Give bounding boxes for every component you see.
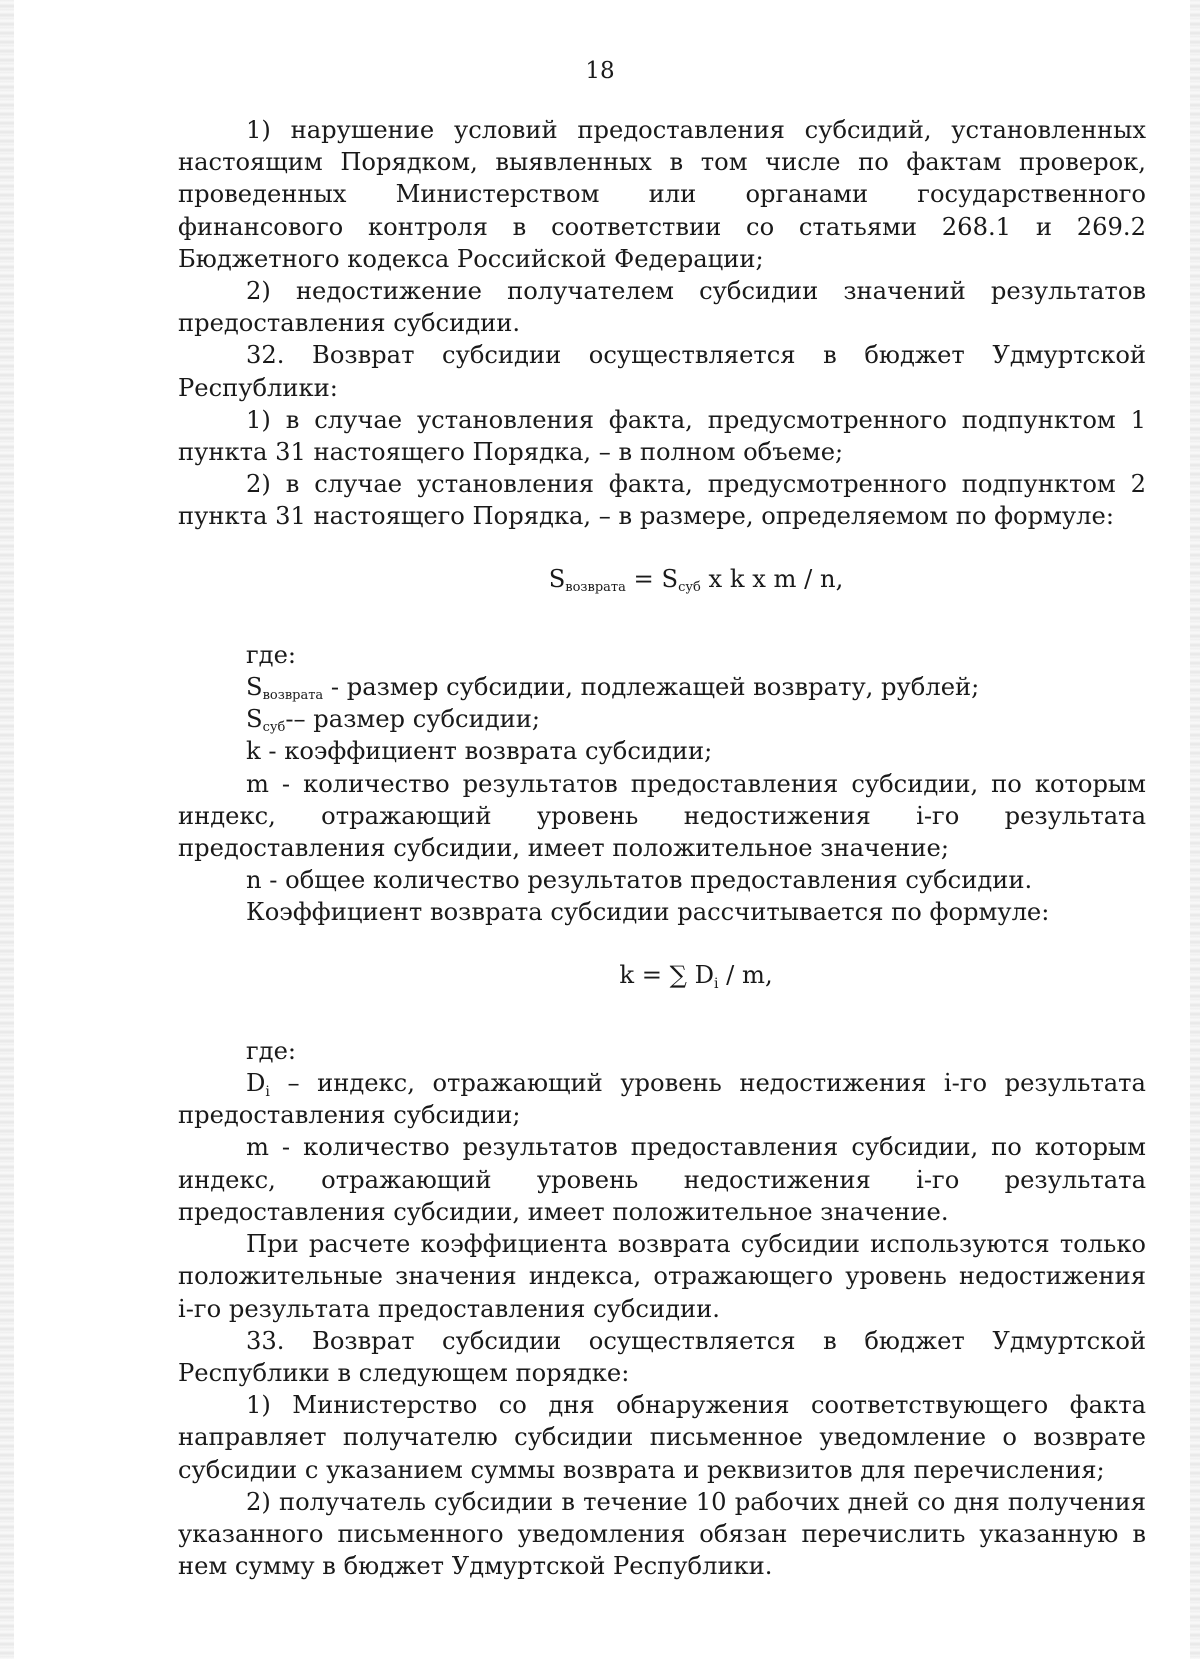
page-number: 18 <box>585 58 615 84</box>
definition-s-sub <box>178 703 1146 735</box>
paragraph-33-2: 2) получатель субсидии в течение 10 рабочих дней со дня получения указанного письменного уведомления обязан перечислить указанную в нем сумму в бюджет Удмуртской Республики. <box>178 1487 1146 1581</box>
definition-m-2: m - количество результатов предоставления субсидии, по которым индекс, отражающий уровень недостижения i-го результата предоставления субсидии, имеет положительное значение. <box>178 1133 1146 1226</box>
def-d-symbol: D <box>246 1069 266 1098</box>
def-s-sub-sub: суб <box>262 720 286 736</box>
where-label-2: где: <box>246 1036 297 1065</box>
paragraph-positive-values: При расчете коэффициента возврата субсидии используются только положительные значения индекса, отражающего уровень недостижения i-го результата предоставления субсидии. <box>178 1230 1146 1323</box>
document-body <box>178 114 1146 1582</box>
formula-s-symbol: S <box>548 564 566 593</box>
paragraph-violation: 1) нарушение условий предоставления субсидий, установленных настоящим Порядком, выявленных в том числе по фактам проверок, проведенных Министерством или органами государственного финансового контроля в соответствии со статьями 268.1 и 269.2 Бюджетного кодекса Российской Федерации; <box>178 116 1146 273</box>
def-s-return-text: - размер субсидии, подлежащей возврату, рублей; <box>330 673 980 702</box>
paragraph-32-1: 1) в случае установления факта, предусмотренного подпунктом 1 пункта 31 настоящего Порядка, – в полном объеме; <box>178 405 1146 467</box>
paragraph-32-2: 2) в случае установления факта, предусмотренного подпунктом 2 пункта 31 настоящего Порядка, – в размере, определяемом по формуле: <box>178 470 1146 531</box>
paragraph-non-achievement: 2) недостижение получателем субсидии значений результатов предоставления субсидии. <box>178 277 1146 338</box>
def-s-symbol: S <box>246 673 263 702</box>
formula-sub-return: возврата <box>565 579 626 595</box>
definition-m-1: m - количество результатов предоставления субсидии, по которым индекс, отражающий уровень недостижения i-го результата предоставления субсидии, имеет положительное значение; <box>178 769 1146 863</box>
definition-di <box>178 1067 1146 1131</box>
formula-coefficient <box>178 959 1146 991</box>
paragraph-33-1: 1) Министерство со дня обнаружения соответствующего факта направляет получателю субсидии письменное уведомление о возврате субсидии с указанием суммы возврата и реквизитов для перечисления; <box>178 1391 1146 1484</box>
formula-sub-sub: суб <box>678 579 701 595</box>
def-s-sub-text: -– размер субсидии; <box>285 705 540 734</box>
def-s-sub-return: возврата <box>262 688 324 704</box>
paragraph-33: 33. Возврат субсидии осуществляется в бюджет Удмуртской Республики в следующем порядке: <box>178 1326 1146 1387</box>
definition-s-return <box>178 671 1146 703</box>
def-s2-symbol: S <box>246 705 263 734</box>
scan-edge-right <box>1190 0 1200 1659</box>
paragraph-32: 32. Возврат субсидии осуществляется в бюджет Удмуртской Республики: <box>178 341 1146 402</box>
formula-s2-symbol: S <box>661 564 679 593</box>
def-di-text: – индекс, отражающий уровень недостижения i-го результата предоставления субсидии; <box>178 1069 1146 1130</box>
formula2-rest: / m, <box>718 960 773 989</box>
formula-equals: = <box>625 564 662 593</box>
coefficient-intro: Коэффициент возврата субсидии рассчитывается по формуле: <box>246 898 1050 927</box>
formula-rest: x k x m / n, <box>700 564 844 593</box>
where-label-1: где: <box>246 640 297 669</box>
formula2-sub-i: i <box>714 975 719 992</box>
definition-n: n - общее количество результатов предоставления субсидии. <box>246 866 1033 895</box>
definition-k: k - коэффициент возврата субсидии; <box>246 737 713 766</box>
scan-edge-left <box>0 0 14 1659</box>
formula2-lhs: k = ∑ D <box>619 960 714 989</box>
formula-return-amount <box>178 563 1146 595</box>
def-d-sub-i: i <box>265 1084 270 1101</box>
